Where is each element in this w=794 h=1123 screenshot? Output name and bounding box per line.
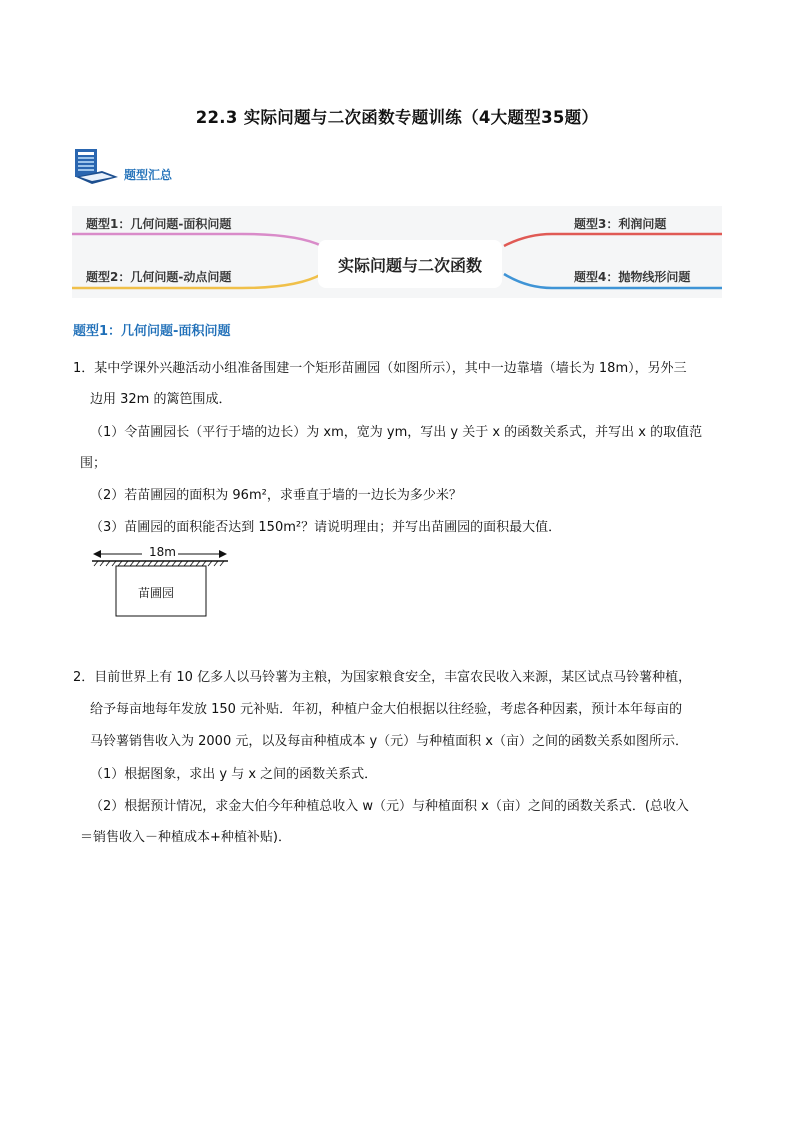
q2-part-1: （1）根据图象，求出 y 与 x 之间的函数关系式．: [90, 767, 378, 782]
mindmap-center: 实际问题与二次函数: [318, 240, 502, 288]
books-icon: [72, 147, 122, 187]
q1-line-1: 1．某中学课外兴趣活动小组准备围建一个矩形苗圃园（如图所示），其中一边靠墙（墙长为 18m），另外三: [73, 361, 687, 376]
q1-part-3: （3）苗圃园的面积能否达到 150m²？请说明理由；并写出苗圃园的面积最大值．: [90, 520, 562, 535]
q2-part-2: （2）根据预计情况，求金大伯今年种植总收入 w（元）与种植面积 x（亩）之间的函数关系式．(总收入: [90, 799, 689, 814]
mindmap-topic-2: 题型2：几何问题-动点问题: [86, 270, 232, 284]
q1-line-2: 边用 32m 的篱笆围成．: [90, 392, 232, 407]
mindmap-topic-3: 题型3：利润问题: [574, 217, 667, 231]
document-title: 22.3 实际问题与二次函数专题训练（4大题型35题）: [195, 108, 599, 127]
summary-label: 题型汇总: [124, 168, 173, 182]
garden-label: 苗圃园: [138, 586, 175, 600]
q2-part-2-cont: ＝销售收入－种植成本+种植补贴)．: [80, 830, 291, 845]
q2-line-3: 马铃薯销售收入为 2000 元，以及每亩种植成本 y（元）与种植面积 x（亩）之间的函数关系如图所示．: [90, 734, 689, 749]
branch-pink: [72, 234, 322, 246]
section-heading: 题型1：几何问题-面积问题: [73, 324, 231, 339]
branch-red: [504, 234, 722, 246]
mindmap-topic-1: 题型1：几何问题-面积问题: [86, 217, 232, 231]
q2-line-1: 2．目前世界上有 10 亿多人以马铃薯为主粮，为国家粮食安全，丰富农民收入来源，某区试点马铃薯种植，: [73, 670, 692, 685]
q1-part-1: （1）令苗圃园长（平行于墙的边长）为 xm，宽为 ym，写出 y 关于 x 的函数关系式，并写出 x 的取值范: [90, 425, 703, 440]
q1-part-2: （2）若苗圃园的面积为 96m²，求垂直于墙的一边长为多少米？: [90, 488, 462, 503]
mindmap-topic-4: 题型4：抛物线形问题: [574, 270, 691, 284]
q1-part-1-cont: 围；: [80, 456, 107, 471]
q2-line-2: 给予每亩地每年发放 150 元补贴．年初，种植户金大伯根据以往经验，考虑各种因素，预计本年每亩的: [90, 702, 683, 717]
wall-length-label: 18m: [149, 545, 176, 559]
